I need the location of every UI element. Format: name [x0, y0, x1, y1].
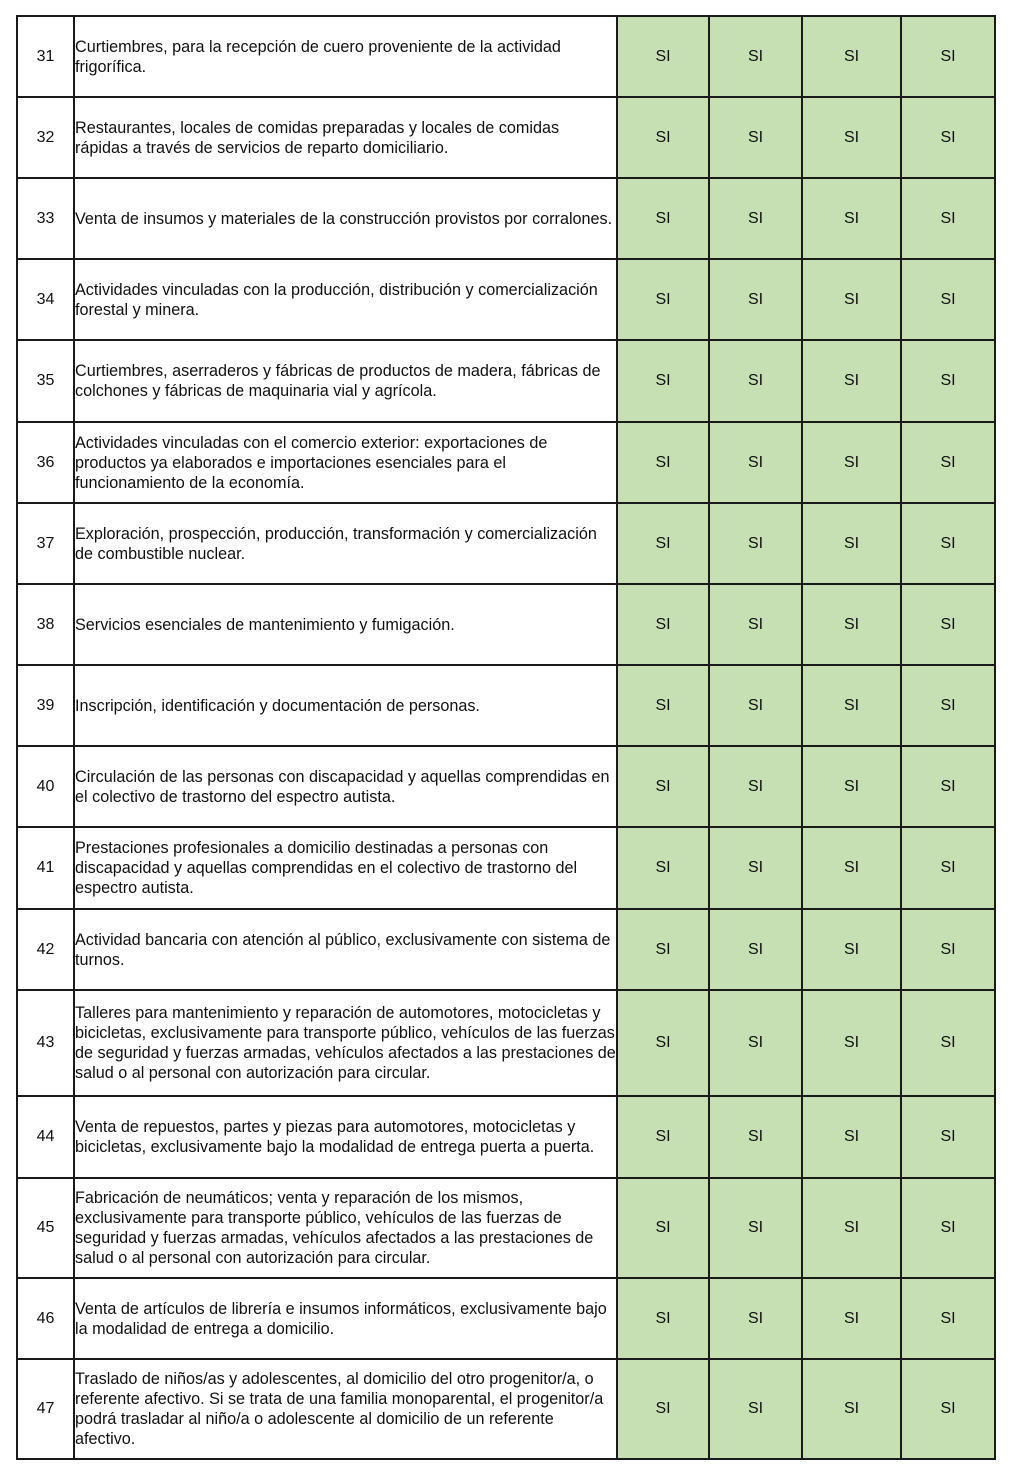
status-cell-4: SI — [901, 746, 995, 827]
status-cell-2: SI — [709, 584, 802, 665]
status-cell-1: SI — [617, 422, 709, 503]
status-cell-3: SI — [802, 746, 901, 827]
status-cell-2: SI — [709, 16, 802, 97]
status-cell-1: SI — [617, 97, 709, 178]
status-cell-1: SI — [617, 746, 709, 827]
status-cell-4: SI — [901, 1096, 995, 1178]
table-row — [17, 1359, 995, 1459]
status-cell-4: SI — [901, 340, 995, 422]
table-row — [17, 340, 995, 422]
status-cell-2: SI — [709, 503, 802, 584]
activities-table — [16, 15, 996, 1460]
status-cell-1: SI — [617, 1178, 709, 1278]
status-cell-4: SI — [901, 1178, 995, 1278]
status-cell-3: SI — [802, 340, 901, 422]
status-cell-1: SI — [617, 665, 709, 746]
activity-description: Actividades vinculadas con la producción, distribución y comercialización forestal y minera. — [74, 259, 617, 340]
status-cell-1: SI — [617, 1096, 709, 1178]
status-cell-4: SI — [901, 422, 995, 503]
status-cell-2: SI — [709, 1096, 802, 1178]
status-cell-2: SI — [709, 178, 802, 259]
activity-description: Traslado de niños/as y adolescentes, al domicilio del otro progenitor/a, o referente afectivo. Si se trata de una familia monoparental, el progenitor/a podrá trasladar al niño/a o adolescente al domicilio de un referente afectivo. — [74, 1359, 617, 1459]
status-cell-3: SI — [802, 503, 901, 584]
status-cell-3: SI — [802, 909, 901, 990]
status-cell-4: SI — [901, 827, 995, 909]
status-cell-3: SI — [802, 16, 901, 97]
table-row — [17, 97, 995, 178]
table-row — [17, 422, 995, 503]
status-cell-3: SI — [802, 97, 901, 178]
status-cell-4: SI — [901, 584, 995, 665]
status-cell-3: SI — [802, 1096, 901, 1178]
status-cell-1: SI — [617, 340, 709, 422]
row-number: 46 — [17, 1278, 74, 1359]
status-cell-2: SI — [709, 422, 802, 503]
status-cell-3: SI — [802, 827, 901, 909]
status-cell-1: SI — [617, 1278, 709, 1359]
status-cell-3: SI — [802, 665, 901, 746]
status-cell-4: SI — [901, 1278, 995, 1359]
status-cell-2: SI — [709, 1178, 802, 1278]
table-row — [17, 909, 995, 990]
status-cell-3: SI — [802, 178, 901, 259]
row-number: 37 — [17, 503, 74, 584]
status-cell-2: SI — [709, 1359, 802, 1459]
activity-description: Venta de artículos de librería e insumos informáticos, exclusivamente bajo la modalidad de entrega a domicilio. — [74, 1278, 617, 1359]
activity-description: Actividades vinculadas con el comercio exterior: exportaciones de productos ya elaborados e importaciones esenciales para el funcionamiento de la economía. — [74, 422, 617, 503]
status-cell-3: SI — [802, 990, 901, 1096]
table-row — [17, 1096, 995, 1178]
status-cell-4: SI — [901, 16, 995, 97]
activity-description: Curtiembres, aserraderos y fábricas de productos de madera, fábricas de colchones y fábricas de maquinaria vial y agrícola. — [74, 340, 617, 422]
activity-description: Prestaciones profesionales a domicilio destinadas a personas con discapacidad y aquellas comprendidas en el colectivo de trastorno del espectro autista. — [74, 827, 617, 909]
status-cell-2: SI — [709, 259, 802, 340]
status-cell-3: SI — [802, 259, 901, 340]
status-cell-4: SI — [901, 503, 995, 584]
status-cell-2: SI — [709, 746, 802, 827]
row-number: 38 — [17, 584, 74, 665]
status-cell-2: SI — [709, 340, 802, 422]
status-cell-1: SI — [617, 178, 709, 259]
activity-description: Servicios esenciales de mantenimiento y fumigación. — [74, 584, 617, 665]
status-cell-2: SI — [709, 1278, 802, 1359]
row-number: 47 — [17, 1359, 74, 1459]
row-number: 33 — [17, 178, 74, 259]
status-cell-1: SI — [617, 909, 709, 990]
table-row — [17, 746, 995, 827]
table-row — [17, 990, 995, 1096]
row-number: 39 — [17, 665, 74, 746]
status-cell-1: SI — [617, 1359, 709, 1459]
status-cell-4: SI — [901, 665, 995, 746]
activity-description: Talleres para mantenimiento y reparación de automotores, motocicletas y bicicletas, exclusivamente para transporte público, vehículos de las fuerzas de seguridad y fuerzas armadas, vehículos afectados a las prestaciones de salud o al personal con autorización para circular. — [74, 990, 617, 1096]
status-cell-3: SI — [802, 1278, 901, 1359]
status-cell-4: SI — [901, 97, 995, 178]
table-row — [17, 584, 995, 665]
row-number: 35 — [17, 340, 74, 422]
status-cell-3: SI — [802, 584, 901, 665]
row-number: 34 — [17, 259, 74, 340]
status-cell-3: SI — [802, 1359, 901, 1459]
activity-description: Venta de insumos y materiales de la construcción provistos por corralones. — [74, 178, 617, 259]
table-row — [17, 665, 995, 746]
status-cell-1: SI — [617, 827, 709, 909]
table-row — [17, 827, 995, 909]
table-row — [17, 259, 995, 340]
activity-description: Inscripción, identificación y documentación de personas. — [74, 665, 617, 746]
activity-description: Exploración, prospección, producción, transformación y comercialización de combustible nuclear. — [74, 503, 617, 584]
row-number: 32 — [17, 97, 74, 178]
status-cell-2: SI — [709, 990, 802, 1096]
status-cell-4: SI — [901, 909, 995, 990]
row-number: 43 — [17, 990, 74, 1096]
row-number: 40 — [17, 746, 74, 827]
status-cell-2: SI — [709, 97, 802, 178]
status-cell-2: SI — [709, 665, 802, 746]
row-number: 36 — [17, 422, 74, 503]
row-number: 44 — [17, 1096, 74, 1178]
status-cell-4: SI — [901, 178, 995, 259]
row-number: 41 — [17, 827, 74, 909]
activity-description: Fabricación de neumáticos; venta y reparación de los mismos, exclusivamente para transporte público, vehículos de las fuerzas de seguridad y fuerzas armadas, vehículos afectados a las prestaciones de salud o al personal con autorización para circular. — [74, 1178, 617, 1278]
activity-description: Restaurantes, locales de comidas preparadas y locales de comidas rápidas a través de servicios de reparto domiciliario. — [74, 97, 617, 178]
status-cell-1: SI — [617, 584, 709, 665]
table-row — [17, 178, 995, 259]
table-row — [17, 1178, 995, 1278]
status-cell-4: SI — [901, 259, 995, 340]
status-cell-2: SI — [709, 827, 802, 909]
table-row — [17, 16, 995, 97]
table-body — [17, 16, 995, 1459]
row-number: 31 — [17, 16, 74, 97]
status-cell-3: SI — [802, 422, 901, 503]
activity-description: Actividad bancaria con atención al público, exclusivamente con sistema de turnos. — [74, 909, 617, 990]
status-cell-1: SI — [617, 16, 709, 97]
status-cell-3: SI — [802, 1178, 901, 1278]
activity-description: Curtiembres, para la recepción de cuero proveniente de la actividad frigorífica. — [74, 16, 617, 97]
row-number: 45 — [17, 1178, 74, 1278]
activity-description: Circulación de las personas con discapacidad y aquellas comprendidas en el colectivo de trastorno del espectro autista. — [74, 746, 617, 827]
status-cell-1: SI — [617, 990, 709, 1096]
status-cell-4: SI — [901, 1359, 995, 1459]
status-cell-1: SI — [617, 503, 709, 584]
activity-description: Venta de repuestos, partes y piezas para automotores, motocicletas y bicicletas, exclusivamente bajo la modalidad de entrega puerta a puerta. — [74, 1096, 617, 1178]
table-row — [17, 503, 995, 584]
status-cell-2: SI — [709, 909, 802, 990]
status-cell-1: SI — [617, 259, 709, 340]
status-cell-4: SI — [901, 990, 995, 1096]
row-number: 42 — [17, 909, 74, 990]
table-row — [17, 1278, 995, 1359]
